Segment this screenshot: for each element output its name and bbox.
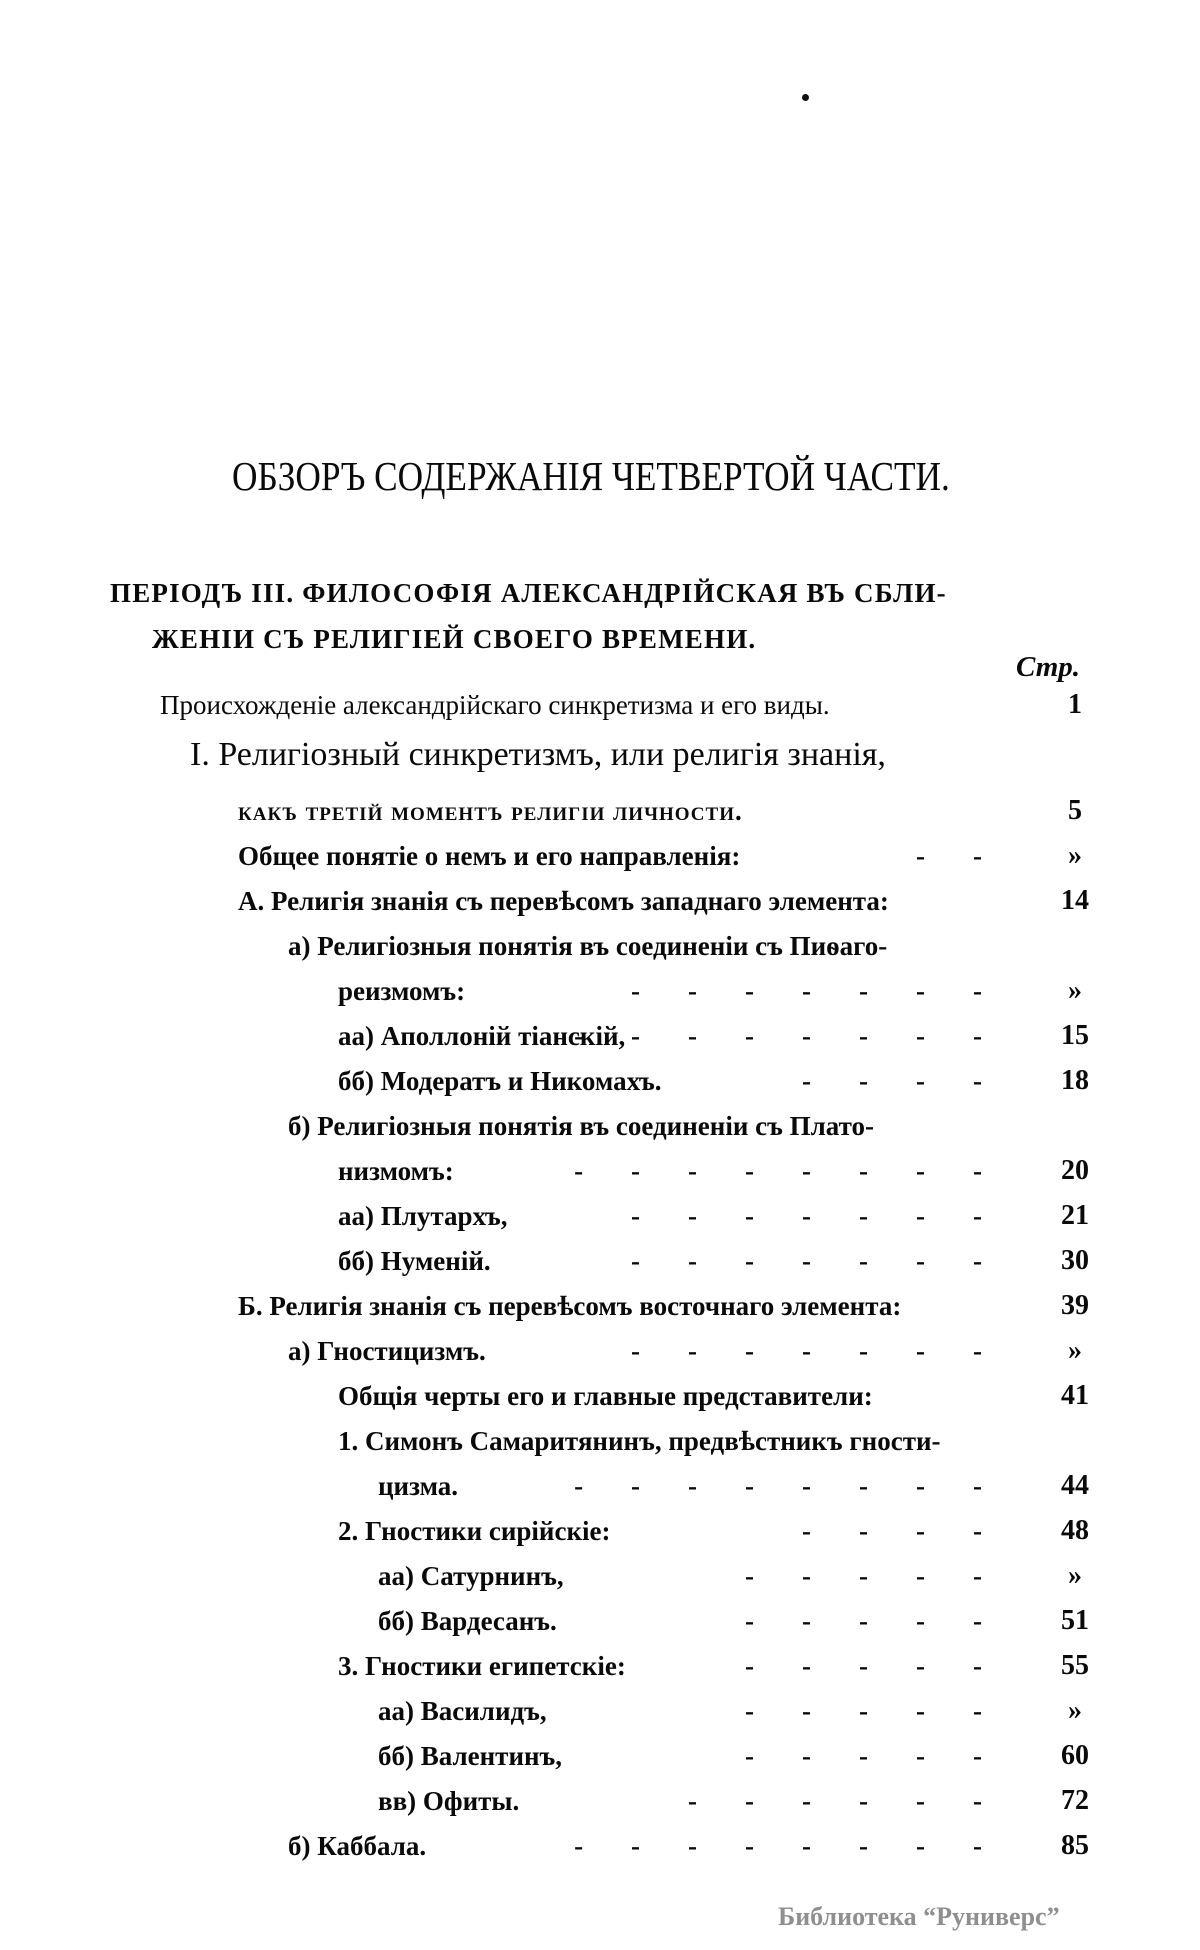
- toc-page-number: »: [1068, 840, 1082, 871]
- toc-entry-text: I. Религіозный синкретизмъ, или религія знанія,: [190, 736, 886, 773]
- toc-entry: [338, 1194, 1030, 1238]
- period-heading-line-2: ЖЕНІИ СЪ РЕЛИГІЕЙ СВОЕГО ВРЕМЕНИ.: [152, 624, 757, 654]
- toc-entry-text: бб) Вардесанъ.: [378, 1606, 557, 1636]
- toc-entry-text: б) Каббала.: [288, 1831, 427, 1861]
- toc-entry: [338, 1509, 1030, 1553]
- toc-entry: [378, 1689, 1030, 1733]
- toc-page-number: 51: [1061, 1605, 1089, 1636]
- toc-entry: [288, 1104, 1030, 1148]
- toc-entry: [288, 1824, 1030, 1868]
- toc-page-number: 1: [1068, 689, 1082, 720]
- toc-entry: [238, 834, 1030, 878]
- dash-leader: -------: [631, 976, 1030, 1006]
- dash-leader: -------: [631, 1336, 1030, 1366]
- toc-page-number: 5: [1068, 795, 1082, 826]
- toc-entry: [378, 1779, 1030, 1823]
- toc-page-number: 72: [1061, 1785, 1089, 1816]
- toc-page-number: 60: [1061, 1740, 1089, 1771]
- toc-entry: [338, 1374, 1030, 1418]
- page-column-label: Стр.: [1016, 651, 1081, 683]
- dash-leader: --: [916, 841, 1030, 871]
- toc-entry: [238, 879, 1030, 923]
- toc-page-number: 21: [1061, 1200, 1089, 1231]
- toc-entry-text: 2. Гностики сирійскіе:: [338, 1516, 611, 1546]
- toc-page-number: 18: [1061, 1065, 1089, 1096]
- toc-entry-text: бб) Нуменій.: [338, 1246, 491, 1276]
- toc-entry-text: цизма.: [378, 1471, 459, 1501]
- toc-entry: [338, 1014, 1030, 1058]
- dash-leader: -----: [745, 1651, 1030, 1681]
- toc-entry-text: Общія черты его и главные представители:: [338, 1381, 873, 1411]
- toc-entry-text: вв) Офиты.: [378, 1786, 520, 1816]
- toc-page-number: 14: [1061, 885, 1089, 916]
- dash-leader: --------: [574, 1156, 1030, 1186]
- toc-entry: [378, 1464, 1030, 1508]
- dash-leader: ----: [802, 1066, 1030, 1096]
- toc-entry: [338, 1239, 1030, 1283]
- dash-leader: -------: [631, 1201, 1030, 1231]
- dash-leader: ----: [802, 1516, 1030, 1546]
- toc-entry: [338, 1149, 1030, 1193]
- toc-entry: [338, 1059, 1030, 1103]
- toc-page-number: 15: [1061, 1020, 1089, 1051]
- dash-leader: -----: [745, 1741, 1030, 1771]
- dash-leader: --------: [574, 1471, 1030, 1501]
- toc-page-number: »: [1068, 1335, 1082, 1366]
- toc-entry: [338, 969, 1030, 1013]
- toc-page-number: 44: [1061, 1470, 1089, 1501]
- toc-page-number: 85: [1061, 1830, 1089, 1861]
- toc-entry-text: какъ третій моментъ религіи личности.: [238, 796, 743, 826]
- dash-leader: -----: [745, 1561, 1030, 1591]
- toc-page-number: 30: [1061, 1245, 1089, 1276]
- period-heading-line-1: ПЕРІОДЪ III. ФИЛОСОФІЯ АЛЕКСАНДРІЙСКАЯ ВЪ СБЛИ-: [110, 578, 947, 608]
- dash-leader: -----: [745, 1696, 1030, 1726]
- dash-leader: -----: [745, 1606, 1030, 1636]
- toc-entry-text: бб) Валентинъ,: [378, 1741, 563, 1771]
- toc-page-number: »: [1068, 1695, 1082, 1726]
- toc-entry-text: а) Религіозныя понятія въ соединеніи съ Пиѳаго-: [288, 931, 888, 961]
- toc-entry-text: бб) Модератъ и Никомахъ.: [338, 1066, 662, 1096]
- toc-entry: [378, 1554, 1030, 1598]
- toc-entry: [238, 789, 1030, 833]
- toc-entry-text: Происхожденіе александрійскаго синкретизма и его виды.: [160, 690, 830, 720]
- library-watermark: Библиотека “Руниверс”: [778, 1902, 1060, 1931]
- toc-page-number: »: [1068, 975, 1082, 1006]
- page-title: ОБЗОРЪ СОДЕРЖАНІЯ ЧЕТВЕРТОЙ ЧАСТИ.: [232, 453, 950, 499]
- toc-entry-text: А. Религія знанія съ перевѣсомъ западнаго элемента:: [238, 886, 889, 916]
- toc-page-number: 20: [1061, 1155, 1089, 1186]
- toc-entry-text: аа) Плутархъ,: [338, 1201, 508, 1231]
- toc-entry-text: аа) Сатурнинъ,: [378, 1561, 564, 1591]
- toc-entry-text: реизмомъ:: [338, 976, 466, 1006]
- dash-leader: -------: [631, 1246, 1030, 1276]
- toc-entry-text: а) Гностицизмъ.: [288, 1336, 486, 1366]
- toc-entry-text: низмомъ:: [338, 1156, 454, 1186]
- toc-entry: [288, 924, 1030, 968]
- toc-entry-text: 3. Гностики египетскіе:: [338, 1651, 626, 1681]
- toc-entry-text: 1. Симонъ Самаритянинъ, предвѣстникъ гности-: [338, 1426, 941, 1456]
- toc-entry: [338, 1419, 1030, 1463]
- toc-page-number: 48: [1061, 1515, 1089, 1546]
- toc-entry: [190, 733, 1030, 777]
- toc-page-number: 55: [1061, 1650, 1089, 1681]
- dash-leader: --------: [574, 1831, 1030, 1861]
- toc-entry-text: Общее понятіе о немъ и его направленія:: [238, 841, 741, 871]
- toc-page-number: 41: [1061, 1380, 1089, 1411]
- toc-entry: [378, 1734, 1030, 1778]
- toc-page-number: 39: [1061, 1290, 1089, 1321]
- toc-entry: [160, 683, 1030, 727]
- toc-entry-text: аа) Аполлоній тіанскій,: [338, 1021, 626, 1051]
- toc-entry: [378, 1599, 1030, 1643]
- dash-leader: --------: [574, 1021, 1030, 1051]
- toc-entry: [238, 1284, 1030, 1328]
- toc-page-number: »: [1068, 1560, 1082, 1591]
- toc-entry-text: б) Религіозныя понятія въ соединеніи съ Плато-: [288, 1111, 874, 1141]
- toc-entry-text: Б. Религія знанія съ перевѣсомъ восточнаго элемента:: [238, 1291, 902, 1321]
- toc-entry: [338, 1644, 1030, 1688]
- dash-leader: ------: [688, 1786, 1030, 1816]
- toc-entry: [288, 1329, 1030, 1373]
- toc-entry-text: аа) Василидъ,: [378, 1696, 547, 1726]
